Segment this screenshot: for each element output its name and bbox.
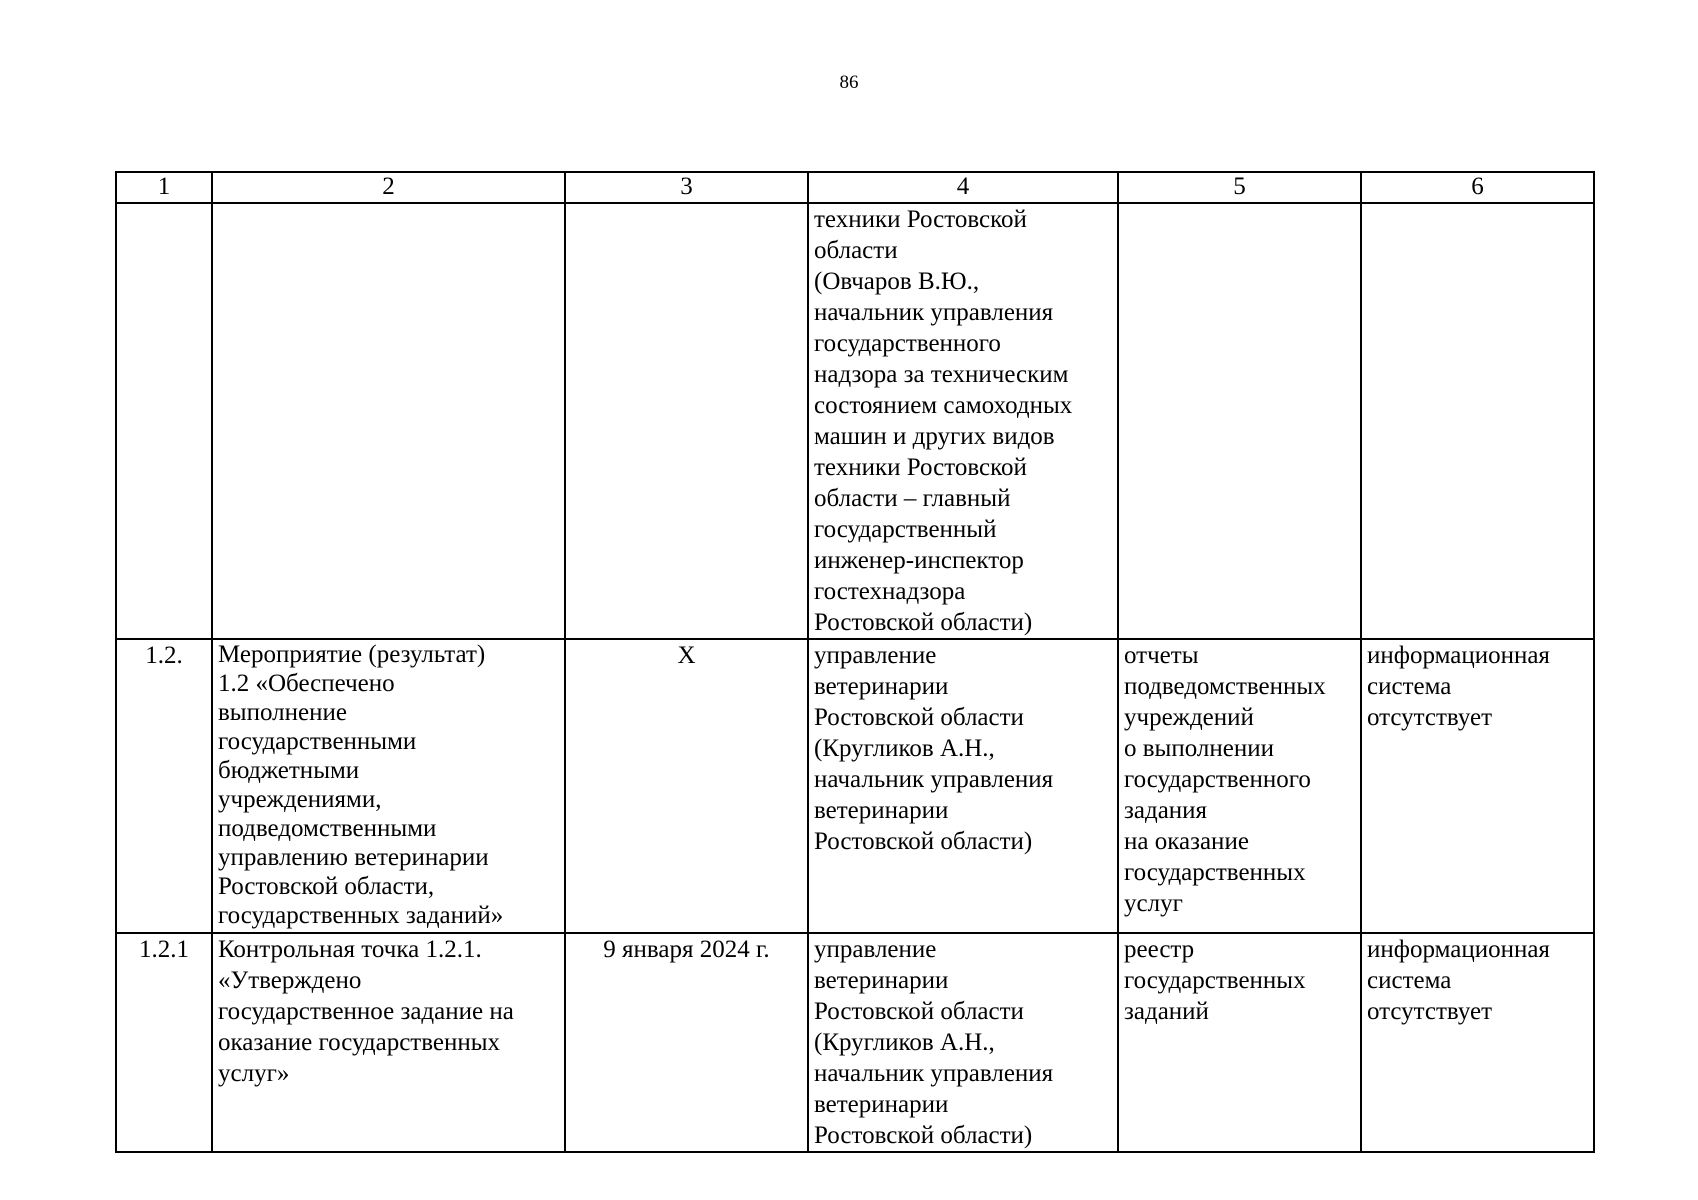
cell-text-line: (Овчаров В.Ю., xyxy=(814,268,980,295)
cell-text-line: ветеринарии xyxy=(814,797,949,824)
info-system-cell xyxy=(1361,203,1594,639)
table-header-row xyxy=(116,172,1594,203)
table-row xyxy=(116,933,1594,1152)
event-name-cell xyxy=(212,639,565,933)
cell-text-line: реестр xyxy=(1124,936,1195,963)
header-cell: 6 xyxy=(1361,172,1594,203)
cell-text-line: Ростовской области) xyxy=(814,609,1033,636)
cell-text-line: ветеринарии xyxy=(814,673,949,700)
table-row xyxy=(116,203,1594,639)
cell-text-line: бюджетными xyxy=(218,757,360,784)
cell-text-line: государственных xyxy=(1124,967,1306,994)
cell-text-line: отчеты xyxy=(1124,642,1199,669)
cell-text-line: система xyxy=(1367,673,1452,700)
cell-text-line: состоянием самоходных xyxy=(814,392,1073,419)
cell-text-line: начальник управления xyxy=(814,766,1054,793)
cell-text-line: государственного xyxy=(814,330,1001,357)
cell-text-line: Ростовской области xyxy=(814,998,1024,1025)
cell-text-line: отсутствует xyxy=(1367,704,1493,731)
cell-text-line: государственный xyxy=(814,516,997,543)
cell-text-line: подведомственными xyxy=(218,815,437,842)
cell-text-line: инженер-инспектор xyxy=(814,547,1024,574)
cell-text-line: Ростовской области, xyxy=(218,873,435,900)
cell-text-line: система xyxy=(1367,967,1452,994)
deadline-cell: Х xyxy=(565,639,808,933)
table-row xyxy=(116,639,1594,933)
cell-text-line: учреждений xyxy=(1124,704,1254,731)
cell-text-line: информационная xyxy=(1367,642,1550,669)
cell-text-line: гостехнадзора xyxy=(814,578,966,605)
document-cell xyxy=(1118,933,1361,1152)
cell-text-line: Ростовской области) xyxy=(814,828,1033,855)
responsible-cell xyxy=(808,639,1118,933)
cell-text-line: Ростовской области) xyxy=(814,1122,1033,1149)
cell-text-line: начальник управления xyxy=(814,1060,1054,1087)
cell-text-line: государственных xyxy=(1124,859,1306,886)
cell-text-line: государственное задание на xyxy=(218,998,514,1025)
cell-text-line: отсутствует xyxy=(1367,998,1493,1025)
deadline-cell: 9 января 2024 г. xyxy=(565,933,808,1152)
cell-text-line: управлению ветеринарии xyxy=(218,844,489,871)
info-system-cell xyxy=(1361,933,1594,1152)
page-number: 86 xyxy=(839,72,859,93)
cell-text-line: государственных заданий» xyxy=(218,902,504,929)
header-cell: 3 xyxy=(565,172,808,203)
cell-text-line: ветеринарии xyxy=(814,967,949,994)
cell-text-line: (Кругликов А.Н., xyxy=(814,1029,995,1056)
document-cell xyxy=(1118,639,1361,933)
cell-text-line: заданий xyxy=(1124,998,1209,1025)
info-system-cell xyxy=(1361,639,1594,933)
responsible-cell xyxy=(808,203,1118,639)
cell-text-line: государственного xyxy=(1124,766,1311,793)
cell-text-line: начальник управления xyxy=(814,299,1054,326)
responsible-cell xyxy=(808,933,1118,1152)
cell-text-line: Мероприятие (результат) xyxy=(218,641,486,668)
header-cell: 5 xyxy=(1118,172,1361,203)
row-number-cell: 1.2. xyxy=(116,639,212,933)
cell-text-line: выполнение xyxy=(218,699,347,726)
cell-text-line: учреждениями, xyxy=(218,786,382,813)
cell-text-line: (Кругликов А.Н., xyxy=(814,735,995,762)
cell-text-line: услуг» xyxy=(218,1060,290,1087)
cell-text-line: техники Ростовской xyxy=(814,454,1027,481)
cell-text-line: «Утверждено xyxy=(218,967,362,994)
event-name-cell xyxy=(212,933,565,1152)
deadline-cell xyxy=(565,203,808,639)
cell-text-line: ветеринарии xyxy=(814,1091,949,1118)
cell-text-line: техники Ростовской xyxy=(814,206,1027,233)
cell-text-line: 1.2 «Обеспечено xyxy=(218,670,395,697)
cell-text-line: оказание государственных xyxy=(218,1029,501,1056)
cell-text-line: информационная xyxy=(1367,936,1550,963)
cell-text-line: Контрольная точка 1.2.1. xyxy=(218,936,482,963)
cell-text-line: о выполнении xyxy=(1124,735,1274,762)
plan-table xyxy=(115,171,1595,1153)
row-number-cell xyxy=(116,203,212,639)
cell-text-line: Ростовской области xyxy=(814,704,1024,731)
row-number-cell: 1.2.1 xyxy=(116,933,212,1152)
cell-text-line: управление xyxy=(814,642,937,669)
cell-text-line: на оказание xyxy=(1124,828,1249,855)
cell-text-line: области xyxy=(814,237,898,264)
header-cell: 2 xyxy=(212,172,565,203)
event-name-cell xyxy=(212,203,565,639)
cell-text-line: управление xyxy=(814,936,937,963)
cell-text-line: задания xyxy=(1124,797,1208,824)
cell-text-line: подведомственных xyxy=(1124,673,1326,700)
cell-text-line: государственными xyxy=(218,728,417,755)
cell-text-line: услуг xyxy=(1124,890,1183,917)
header-cell: 1 xyxy=(116,172,212,203)
document-cell xyxy=(1118,203,1361,639)
cell-text-line: надзора за техническим xyxy=(814,361,1069,388)
cell-text-line: области – главный xyxy=(814,485,1011,512)
header-cell: 4 xyxy=(808,172,1118,203)
cell-text-line: машин и других видов xyxy=(814,423,1055,450)
